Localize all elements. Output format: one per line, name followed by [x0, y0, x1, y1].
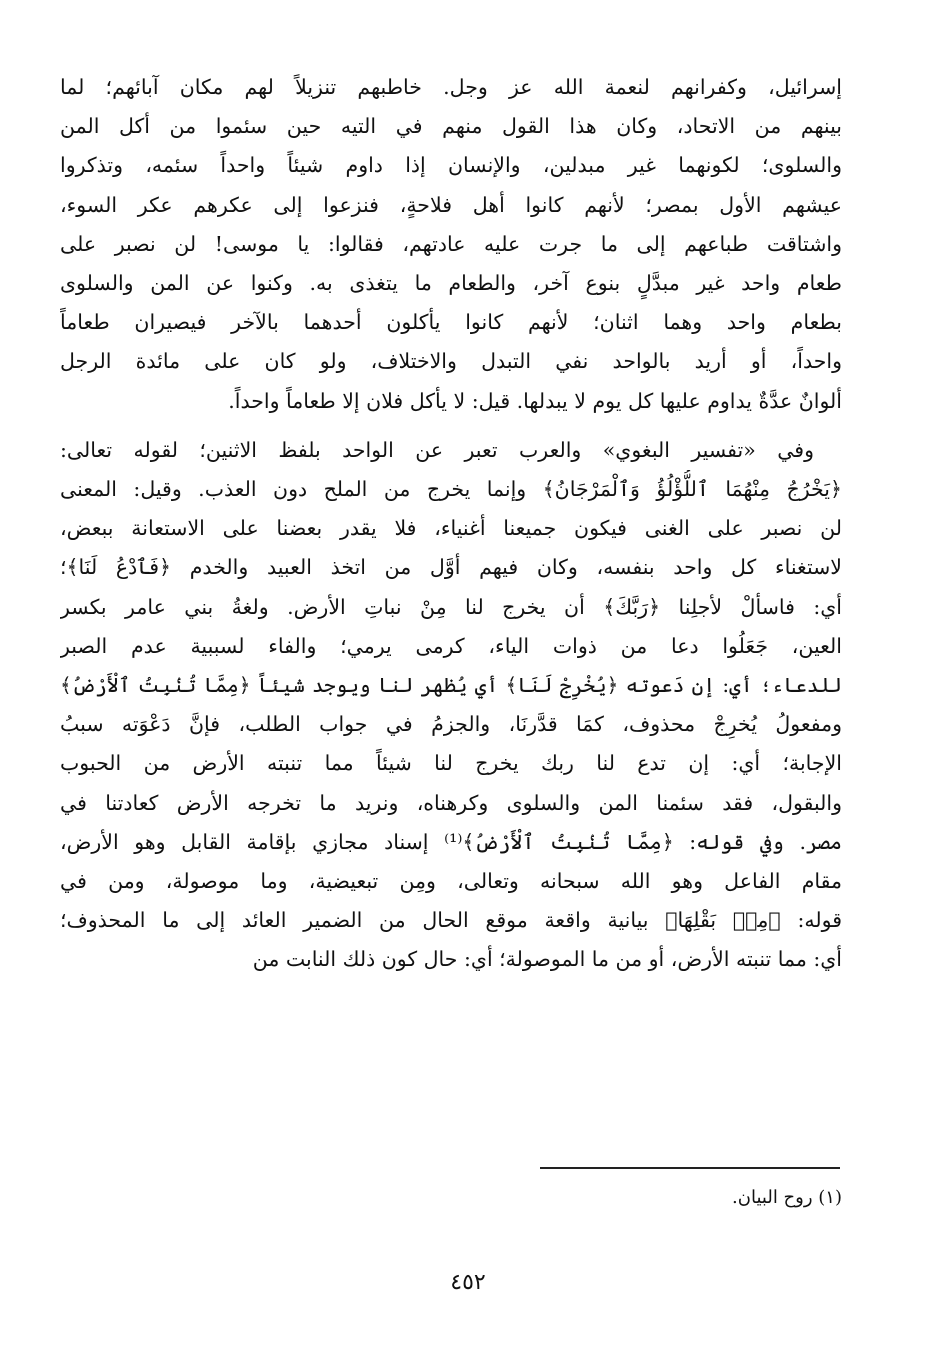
text-line: والسلوى؛ لكونهما غير مبدلين، والإنسان إذا داوم شيئاً واحداً سئمه، وتذكروا: [60, 153, 842, 178]
main-text: [60, 68, 842, 980]
page-number: ٤٥٢: [450, 1270, 486, 1295]
text-line: مصر. وفي قوله: ﴿مِمَّا تُنۢبِتُ ٱلْأَرْضُ﴾⁽¹⁾ إسناد مجازي بإقامة القابل وهو الأرض،: [60, 829, 842, 854]
text-line: أي: مما تنبته الأرض، أو من ما الموصولة؛ أي: حال كون ذلك النابت من: [252, 947, 842, 972]
paragraph-1: [60, 68, 842, 421]
text-line: لاستغناء كل واحد بنفسه، وكان فيهم أوَّل من اتخذ العبيد والخدم ﴿فَٱدْعُ لَنَا﴾؛: [60, 555, 842, 580]
text-line: للدعاء؛ أي: إن دَعوته ﴿يُخْرِجْ لَنَا﴾ أي يُظهر لنا ويوجد شيئاً ﴿مِمَّا تُنۢبِتُ ٱلْأَرْضُ﴾: [60, 673, 842, 698]
text-line: بطعام واحد وهما اثنان؛ لأنهم كانوا يأكلون أحدهما بالآخر فيصيران طعاماً: [60, 310, 842, 335]
text-line: ﴿يَخْرُجُ مِنْهُمَا ٱللُّؤْلُؤُ وَٱلْمَرْجَانُ﴾ وإنما يخرج من الملح دون العذب. وقيل: المعنى: [60, 477, 842, 502]
text-line: واحداً، أو أريد بالواحد نفي التبدل والاختلاف، ولو كان على مائدة الرجل: [60, 349, 842, 374]
text-line: قوله: ﴿مِنۢ بَقْلِهَا﴾ بيانية واقعة موقع الحال من الضمير العائد إلى ما المحذوف؛: [60, 908, 842, 933]
footnote: (١) روح البيان.: [732, 1187, 842, 1208]
text-line: الإجابة؛ أي: إن تدع لنا ربك يخرج لنا شيئاً مما تنبته الأرض من الحبوب: [60, 751, 842, 776]
text-line: والبقول، فقد سئمنا المن والسلوى وكرهناه، ونريد ما تخرجه الأرض كعادتنا في: [60, 790, 842, 815]
text-line: إسرائيل، وكفرانهم لنعمة الله عز وجل. خاطبهم تنزيلاً لهم مكان آبائهم؛ لما: [60, 75, 842, 99]
text-line: وفي «تفسير البغوي» والعرب تعبر عن الواحد بلفظ الاثنين؛ لقوله تعالى:: [60, 437, 814, 462]
text-line: مقام الفاعل وهو الله سبحانه وتعالى، ومِن تبعيضية، وما موصولة، ومن في: [60, 869, 842, 894]
text-line: العين، جَعَلُوا دعا من ذوات الياء، كرمى يرمي؛ والفاء لسببية عدم الصبر: [60, 633, 842, 658]
footnote-divider: [540, 1167, 840, 1169]
paragraph-2: [60, 431, 842, 980]
text-line: واشتاقت طباعهم إلى ما جرت عليه عادتهم، فقالوا: يا موسى! لن نصبر على: [60, 231, 842, 256]
text-line: عيشهم الأول بمصر؛ لأنهم كانوا أهل فلاحةٍ، فنزعوا إلى عكرهم عكر السوء،: [60, 192, 842, 217]
text-line: طعام واحد غير مبدَّلٍ بنوع آخر، والطعام ما يتغذى به. وكنوا عن المن والسلوى: [60, 271, 842, 296]
text-line: بينهم من الاتحاد، وكان هذا القول منهم في التيه حين سئموا من أكل المن: [60, 114, 842, 139]
text-line: أي: فاسألْ لأجلِنا ﴿رَبَّكَ﴾ أن يخرج لنا مِنْ نباتِ الأرض. ولغةُ بني عامر بكسر: [60, 594, 842, 619]
text-line: لن نصبر على الغنى فيكون جميعنا أغنياء، فلا يقدر بعضنا على الاستعانة ببعض،: [60, 516, 842, 541]
text-line: ومفعولُ يُخرِجْ محذوف، كمَا قدَّرنَا، والجزمُ في جواب الطلب، فإنَّ دَعْوَته سببُ: [60, 712, 842, 737]
text-line: ألوانٌ عدَّةٌ يداوم عليها كل يوم لا يبدلها. قيل: لا يأكل فلان إلا طعاماً واحداً.: [228, 388, 842, 413]
